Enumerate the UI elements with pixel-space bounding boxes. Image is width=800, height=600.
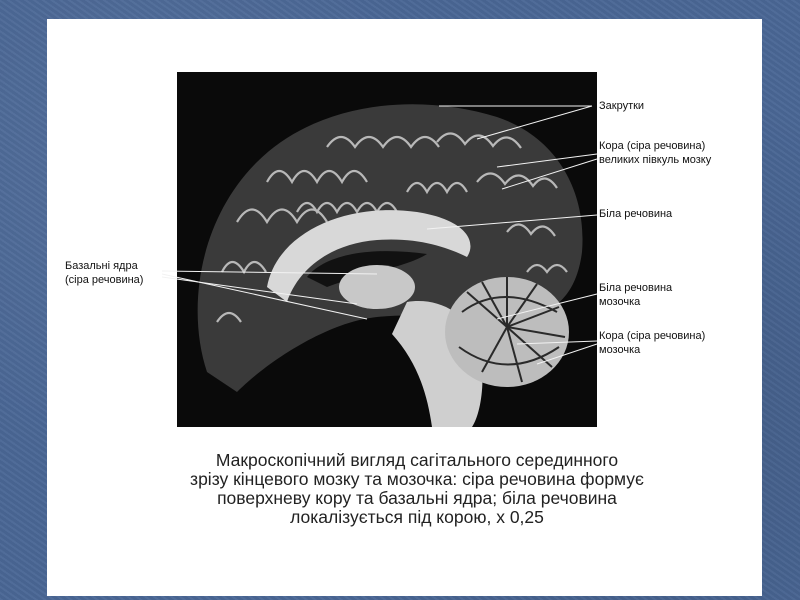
- figure-caption: Макроскопічний вигляд сагітального серединного зрізу кінцевого мозку та мозочка: сіра речовина формує поверхневу кору та базальні ядра; біла речовина локалізується під корою, х 0,25: [190, 450, 644, 527]
- label-basal-nuclei: Базальні ядра (сіра речовина): [65, 260, 144, 286]
- label-white-matter: Біла речовина: [599, 208, 673, 220]
- slide: [47, 19, 762, 596]
- brain-section-drawing: [177, 72, 597, 427]
- label-cerebellum-white: Біла речовина мозочка: [599, 282, 673, 308]
- label-cortex-hemispheres: Кора (сіра речовина) великих півкуль мозку: [599, 140, 712, 166]
- label-gyri: Закрутки: [599, 100, 645, 112]
- brain-section-image: [177, 72, 597, 427]
- label-cerebellum-cortex: Кора (сіра речовина) мозочка: [599, 330, 706, 356]
- thalamus-region: [339, 265, 415, 309]
